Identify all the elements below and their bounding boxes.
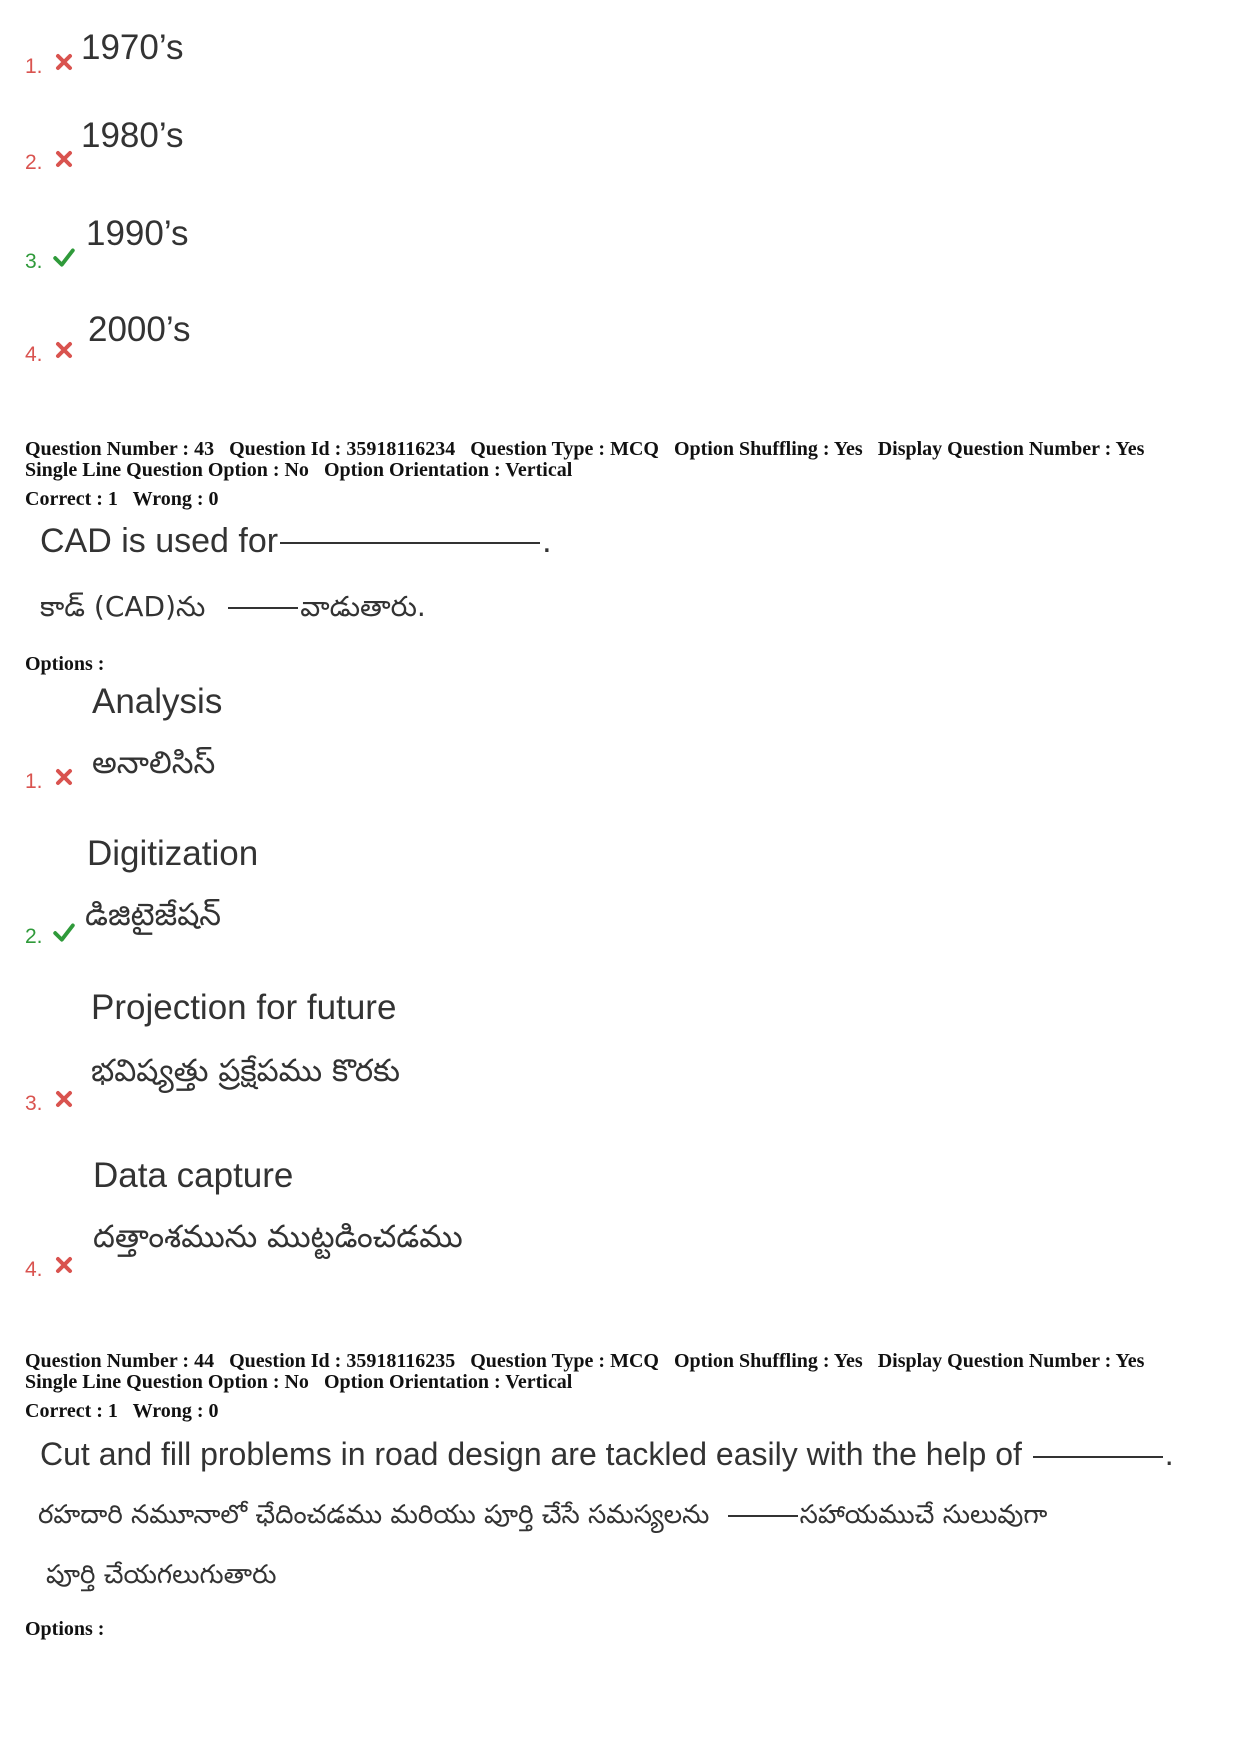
score-wrong: Wrong : 0	[132, 1400, 219, 1422]
meta-option-orientation: Option Orientation : Vertical	[323, 1371, 573, 1393]
meta-display-question-number: Display Question Number : Yes	[877, 438, 1145, 460]
options-label: Options :	[25, 653, 105, 675]
option-text-te: డిజిటైజేషన్	[85, 897, 222, 933]
meta-display-question-number: Display Question Number : Yes	[877, 1350, 1145, 1372]
score-correct: Correct : 1	[25, 1400, 118, 1422]
question-text-te	[40, 590, 426, 630]
question-meta-line1	[25, 1350, 1144, 1372]
option-text-en: Analysis	[92, 682, 223, 721]
cross-icon	[54, 340, 74, 360]
option-number: 4.	[25, 1258, 43, 1281]
option-number: 1.	[25, 55, 43, 78]
meta-question-type: Question Type : MCQ	[470, 1350, 659, 1372]
question-text-en-end: .	[542, 522, 552, 560]
meta-single-line-option: Single Line Question Option : No	[25, 459, 309, 481]
option-number: 2.	[25, 925, 43, 948]
cross-icon	[54, 1089, 74, 1109]
question-text-en-part: CAD is used for	[40, 522, 279, 560]
question-text-en-end: .	[1164, 1436, 1174, 1472]
question-score	[25, 1400, 219, 1422]
option-text: 1970’s	[81, 28, 184, 67]
cross-icon	[54, 52, 74, 72]
option-text-en: Projection for future	[91, 988, 397, 1027]
meta-single-line-option: Single Line Question Option : No	[25, 1371, 309, 1393]
question-meta-line1	[25, 438, 1144, 460]
option-number: 3.	[25, 250, 43, 273]
option-text-en: Data capture	[93, 1156, 294, 1195]
meta-question-number: Question Number : 43	[25, 438, 215, 460]
question-meta-line2	[25, 1371, 572, 1393]
meta-option-shuffling: Option Shuffling : Yes	[673, 438, 863, 460]
question-text-te-end: వాడుతారు.	[300, 590, 426, 623]
question-text-en	[40, 522, 552, 561]
question-text-en-part: Cut and fill problems in road design are tackled easily with the help of	[40, 1436, 1022, 1472]
option-number: 2.	[25, 151, 43, 174]
meta-question-type: Question Type : MCQ	[470, 438, 659, 460]
option-text: 2000’s	[88, 310, 191, 349]
cross-icon	[54, 149, 74, 169]
meta-question-id: Question Id : 35918116234	[229, 438, 456, 460]
meta-question-id: Question Id : 35918116235	[229, 1350, 456, 1372]
question-text-en	[40, 1436, 1174, 1473]
check-icon	[52, 246, 76, 268]
option-text-te: భవిష్యత్తు ప్రక్షేపము కొరకు	[91, 1053, 400, 1089]
option-text: 1980’s	[81, 116, 184, 155]
question-score	[25, 488, 219, 510]
question-text-te-part: కాడ్ (CAD)ను	[40, 590, 206, 623]
score-correct: Correct : 1	[25, 488, 118, 510]
option-number: 1.	[25, 770, 43, 793]
question-text-te	[38, 1500, 1047, 1536]
meta-option-shuffling: Option Shuffling : Yes	[673, 1350, 863, 1372]
cross-icon	[54, 1255, 74, 1275]
option-text-en: Digitization	[87, 834, 259, 873]
option-text-te: దత్తాంశమును ముట్టడించడము	[93, 1219, 463, 1255]
question-meta-line2	[25, 459, 572, 481]
cross-icon	[54, 767, 74, 787]
question-text-te-end: సహాయముచే సులువుగా	[799, 1500, 1048, 1530]
question-text-te-part: రహదారి నమూనాలో ఛేదించడము మరియు పూర్తి చేసే సమస్యలను	[38, 1500, 710, 1530]
options-label: Options :	[25, 1618, 105, 1640]
answer-blank	[728, 1515, 798, 1517]
answer-blank	[280, 542, 540, 544]
meta-question-number: Question Number : 44	[25, 1350, 215, 1372]
check-icon	[52, 921, 76, 943]
option-text: 1990’s	[86, 214, 189, 253]
meta-option-orientation: Option Orientation : Vertical	[323, 459, 573, 481]
question-text-te-line2: పూర్తి చేయగలుగుతారు	[46, 1560, 277, 1590]
answer-blank	[228, 607, 298, 609]
option-number: 3.	[25, 1092, 43, 1115]
score-wrong: Wrong : 0	[132, 488, 219, 510]
option-number: 4.	[25, 343, 43, 366]
option-text-te: అనాలిసిస్	[92, 745, 216, 781]
answer-blank	[1033, 1456, 1163, 1458]
